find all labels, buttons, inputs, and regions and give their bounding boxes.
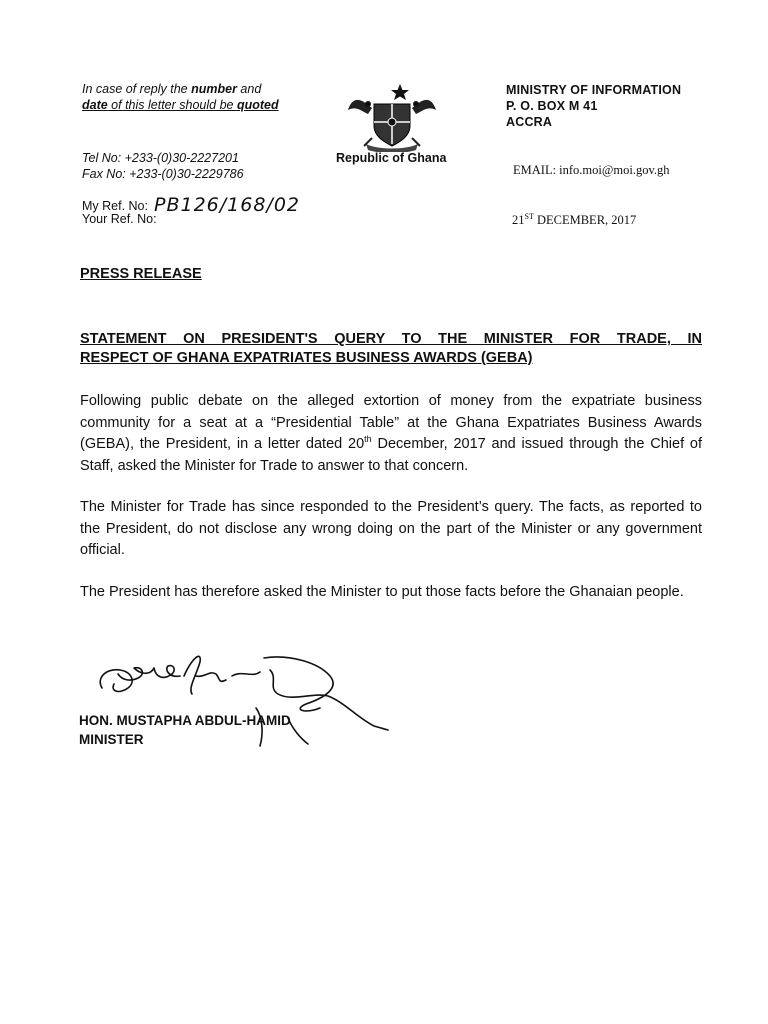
reply-note-number: number	[191, 82, 237, 96]
date-rest: DECEMBER, 2017	[533, 213, 637, 227]
reply-note-and: and	[236, 82, 262, 96]
paragraph-1-sup: th	[364, 434, 372, 444]
reply-note-date: date	[82, 98, 108, 112]
contact-numbers	[82, 150, 244, 182]
press-release-heading: PRESS RELEASE	[80, 266, 202, 282]
your-reference	[82, 212, 157, 227]
paragraph-1	[80, 391, 702, 477]
coat-of-arms-icon	[344, 80, 440, 152]
city: ACCRA	[506, 115, 553, 129]
your-ref-label: Your Ref. No:	[82, 212, 157, 226]
paragraph-2: The Minister for Trade has since responded to the President’s query. The facts, as reported to the President, do not disclose any wrong doing on the part of the Minister or any government official.	[80, 499, 702, 558]
signatory-title: MINISTER	[79, 732, 144, 747]
paragraph-3: The President has therefore asked the Minister to put those facts before the Ghanaian people.	[80, 584, 684, 600]
reply-note-text: In case of reply the	[82, 82, 192, 96]
emblem-label: Republic of Ghana	[336, 151, 447, 165]
po-box: P. O. BOX M 41	[506, 99, 598, 113]
my-ref-value: PB126/168/02	[154, 194, 301, 216]
headline-line-1: STATEMENT ON PRESIDENT'S QUERY TO THE MINISTER FOR TRADE, IN	[80, 331, 702, 347]
statement-headline	[80, 330, 702, 368]
letter-date	[512, 212, 636, 228]
signatory	[79, 711, 291, 749]
ministry-address	[506, 82, 681, 130]
date-day: 21	[512, 213, 525, 227]
paragraph-1-rest: December, 2017 and issued through the Chief of Staff, asked the Minister for Trade to answer to that concern.	[80, 436, 703, 474]
fax-number: Fax No: +233-(0)30-2229786	[82, 167, 244, 181]
headline-line-2: RESPECT OF GHANA EXPATRIATES BUSINESS AWARDS (GEBA)	[80, 350, 533, 366]
paragraph-1-text: Following public debate on the alleged extortion of money from the expatriate business community for a seat at a “Presidential Table” at the Ghana Expatriates Business Awards (GEBA), the President, in a letter dated 20	[80, 393, 702, 452]
reply-instruction	[82, 81, 279, 113]
ministry-email: EMAIL: info.moi@moi.gov.gh	[513, 163, 670, 177]
signatory-name: HON. MUSTAPHA ABDUL-HAMID	[79, 713, 291, 728]
my-ref-label: My Ref. No:	[82, 199, 148, 213]
reply-note-quoted: quoted	[236, 98, 279, 112]
date-suffix: ST	[524, 212, 534, 221]
reply-note-mid: of this letter should be	[107, 98, 237, 112]
tel-number: Tel No: +233-(0)30-2227201	[82, 151, 239, 165]
ministry-name: MINISTRY OF INFORMATION	[506, 83, 682, 97]
